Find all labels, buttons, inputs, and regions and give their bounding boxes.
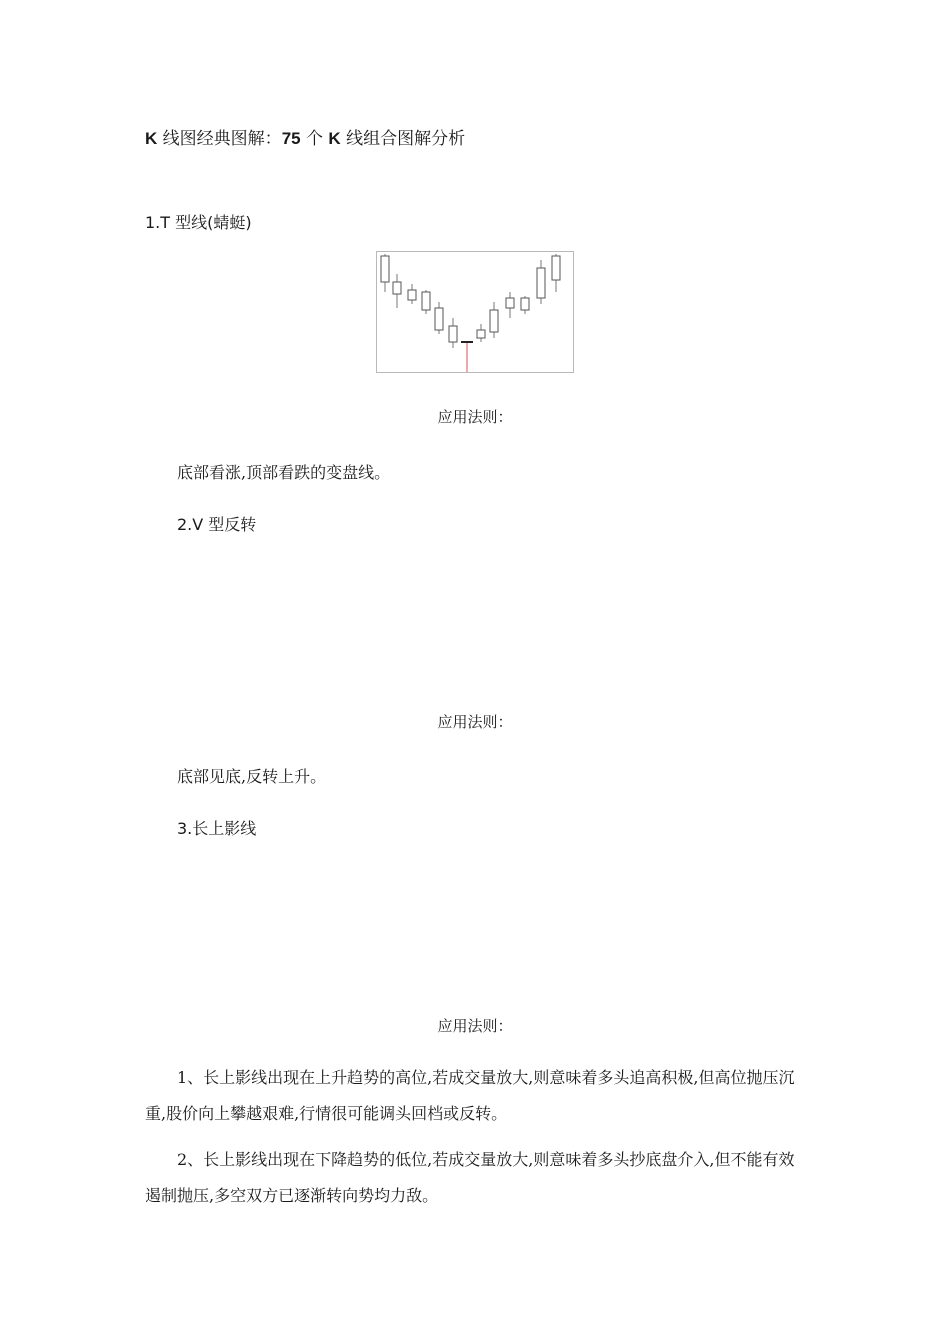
- candle-body: [477, 330, 485, 338]
- section-heading-v-reversal: 2.V 型反转: [177, 515, 257, 534]
- candle-body: [490, 310, 498, 332]
- rule-label-2: 应用法则：: [437, 713, 513, 731]
- candle-body: [521, 298, 529, 310]
- candle-body: [408, 290, 416, 300]
- rule-paragraph-1: 1、长上影线出现在上升趋势的高位,若成交量放大,则意味着多头追高积极,但高位抛压沉重,股价向上攀越艰难,行情很可能调头回档或反转。: [145, 1068, 795, 1123]
- rule-paragraph-2: 2、长上影线出现在下降趋势的低位,若成交量放大,则意味着多头抄底盘介入,但不能有效遏制抛压,多空双方已逐渐转向势均力敌。: [145, 1150, 795, 1205]
- candle-body: [449, 326, 457, 342]
- rule-label-3: 应用法则：: [437, 1017, 513, 1035]
- rule-label-1: 应用法则：: [437, 408, 513, 426]
- candle-body: [381, 256, 389, 282]
- section-heading-long-upper-shadow: 3.长上影线: [177, 819, 257, 838]
- candle-body: [552, 256, 560, 280]
- candlestick-chart: [377, 252, 573, 372]
- candlestick-figure: [376, 251, 574, 373]
- candle-body: [435, 308, 443, 330]
- rule-text-1: 底部看涨,顶部看跌的变盘线。: [177, 463, 391, 482]
- candle-body: [422, 292, 430, 310]
- candle-body: [506, 298, 514, 308]
- candle-body: [393, 282, 401, 294]
- section-heading-t-line: 1.T 型线(蜻蜓): [145, 213, 252, 232]
- candle-body: [537, 268, 545, 298]
- page-title: K 线图经典图解：75 个 K 线组合图解分析: [145, 129, 466, 149]
- rule-text-2: 底部见底,反转上升。: [177, 767, 327, 786]
